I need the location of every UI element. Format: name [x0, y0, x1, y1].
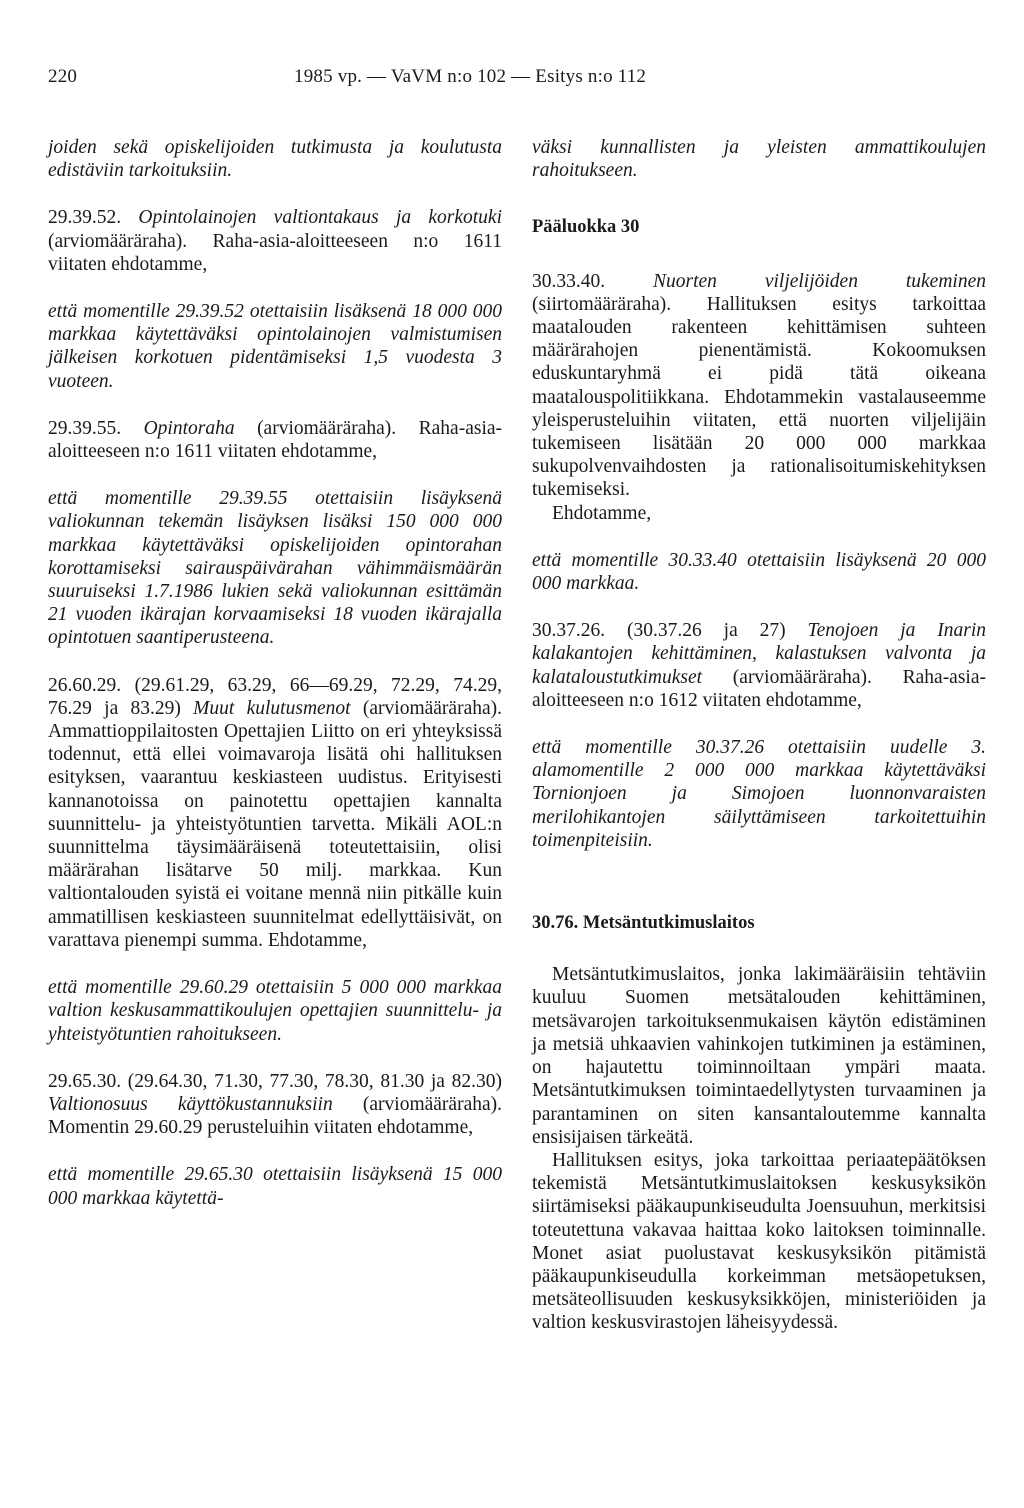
section-heading: 30.76. Metsäntutkimuslaitos	[532, 913, 755, 934]
right-column	[532, 136, 986, 1335]
item-number: 26.60.29. (29.61.29, 63.29, 66—69.29, 72.29, 74.29, 76.29 ja 83.29)	[48, 674, 502, 719]
item-text: (arviomääräraha). Raha-asia-aloitteeseen n:o 1611 viitaten ehdotamme,	[48, 230, 502, 275]
item-text: (arviomääräraha). Momentin 29.60.29 perusteluihin viitaten ehdotamme,	[48, 1093, 502, 1139]
item-26-60-29	[48, 674, 502, 952]
item-title: Opintolainojen valtiontakaus ja korkotuki	[138, 207, 503, 229]
continuation-italic: väksi kunnallisten ja yleisten ammattikoulujen rahoitukseen.	[532, 137, 986, 182]
item-number: 29.39.52.	[48, 207, 122, 229]
item-title: Valtionosuus käyttökustannuksiin	[48, 1093, 333, 1115]
item-text: (arviomääräraha). Ammattioppilaitosten Opettajien Liitto on eri yhteyksissä todennut, että ellei voimavaroja lisätä ohi hallituksen esityksen, vaarantuu keskiasteen uudistus. Erityisesti kannanotoissa on painotettu opettajien kannalta suunnittelu- ja yhteistyötuntien tarvetta. Mikäli AOL:n suunnittelma täysimääräisenä toteutettaisiin, olisi määrärahan lisätarve 50 milj. markkaa. Kun valtiontalouden syistä ei voitane mennä niin pitkälle kuin ammatillisen keskiasteen suunnitelmat edellyttäisivät, on varattava pienempi summa. Ehdotamme,	[48, 697, 502, 951]
item-title: Nuorten viljelijöiden tukeminen	[653, 270, 986, 292]
page-number: 220	[48, 66, 78, 87]
running-title: 1985 vp. — VaVM n:o 102 — Esitys n:o 112	[294, 66, 647, 87]
item-number: 29.39.55.	[48, 417, 122, 439]
proposal-30-33-40: että momentille 30.33.40 otettaisiin lisäyksenä 20 000 000 markkaa.	[532, 549, 986, 595]
item-title: Tenojoen ja Inarin kalakantojen kehittäminen, kalastuksen valvonta ja kalataloustutkimukset	[532, 620, 987, 688]
section-heading: Pääluokka 30	[532, 217, 640, 238]
item-title: Opintoraha	[143, 417, 235, 439]
proposal-30-37-26: että momentille 30.37.26 otettaisiin uudelle 3. alamomentille 2 000 000 markkaa käytettäväksi Tornionjoen ja Simojoen luonnonvaraisten merilohikantojen säilyttämiseen tarkoitettuihin toimenpiteisiin.	[532, 737, 986, 851]
propose-line: Ehdotamme,	[552, 502, 652, 524]
body-paragraph: Metsäntutkimuslaitos, jonka lakimääräisiin tehtäviin kuuluu Suomen metsätalouden kehittäminen, metsävarojen tarkoituksenmukaisen käytön edistäminen ja metsiä uhkaavien vahinkojen tutkiminen ja estäminen, on hajautettu toiminnoiltaan ympäri maata. Metsäntutkimuksen toimintaedellytysten turvaaminen ja parantaminen on siten kansantaloutemme kannalta ensisijaisen tärkeätä.	[532, 964, 986, 1148]
proposal-29-65-30: että momentille 29.65.30 otettaisiin lisäyksenä 15 000 000 markkaa käytettä-	[48, 1164, 502, 1209]
item-title: Muut kulutusmenot	[193, 697, 351, 719]
left-column	[48, 136, 502, 1210]
item-29-65-30	[48, 1070, 502, 1140]
item-29-39-55	[48, 417, 502, 463]
item-30-37-26	[532, 619, 986, 712]
item-text: (siirtomääräraha). Hallituksen esitys tarkoittaa maatalouden rakenteen kehittämisen suhteen määrärahojen pienentämistä. Kokoomuksen eduskuntaryhmä ei pidä tätä oikeana maatalouspolitiikkana. Ehdotammekin vastalauseemme yleisperusteluihin viitaten, että nuorten viljelijäin tukemiseen lisätään 20 000 000 markkaa sukupolvenvaihdosten ja rationalisoitumiskehityksen tukemiseksi.	[532, 293, 986, 501]
intro-italic: joiden sekä opiskelijoiden tutkimusta ja koulutusta edistäviin tarkoituksiin.	[48, 137, 502, 182]
proposal-29-39-52: että momentille 29.39.52 otettaisiin lisäksenä 18 000 000 markkaa käytettäväksi opintolainojen valmistumisen jälkeisen korkotuen pidentämiseksi 1,5 vuodesta 3 vuoteen.	[48, 301, 502, 392]
item-text: (arviomääräraha). Raha-asia-aloitteeseen n:o 1612 viitaten ehdotamme,	[532, 666, 986, 711]
body-paragraph: Hallituksen esitys, joka tarkoittaa periaatepäätöksen tekemistä Metsäntutkimuslaitoksen keskusyksikön siirtämiseksi pääkaupunkiseudulta Joensuuhun, merkitsisi toteutettuna vakavaa haittaa koko laitoksen toiminnalle. Monet asiat puolustavat keskusyksikön pitämistä pääkaupunkiseudulla korkeimman metsäopetuksen, metsäteollisuuden keskusyksikköjen, ministeriöiden ja valtion keskusvirastojen läheisyydessä.	[532, 1149, 986, 1334]
item-30-33-40	[532, 270, 986, 502]
item-number: 30.33.40.	[532, 270, 606, 292]
item-number: 30.37.26. (30.37.26 ja 27)	[532, 620, 786, 642]
proposal-29-39-55: että momentille 29.39.55 otettaisiin lisäyksenä valiokunnan tekemän lisäyksen lisäksi 150 000 000 markkaa käytettäväksi opiskelijoiden opintorahan korottamiseksi sairauspäivärahan vähimmäismäärän suuruiseksi 1.7.1986 lukien sekä valiokunnan esittämän 21 vuoden ikärajan korvaamiseksi 18 vuoden ikärajalla opintotuen saantiperusteena.	[48, 488, 502, 649]
item-29-39-52	[48, 206, 502, 276]
item-number: 29.65.30. (29.64.30, 71.30, 77.30, 78.30, 81.30 ja 82.30)	[48, 1070, 502, 1092]
item-text: (arviomääräraha). Raha-asia-aloitteeseen n:o 1611 viitaten ehdotamme,	[48, 417, 503, 463]
proposal-29-60-29: että momentille 29.60.29 otettaisiin 5 000 000 markkaa valtion keskusammattikoulujen opettajien suunnittelu- ja yhteistyötuntien rahoitukseen.	[48, 977, 502, 1045]
